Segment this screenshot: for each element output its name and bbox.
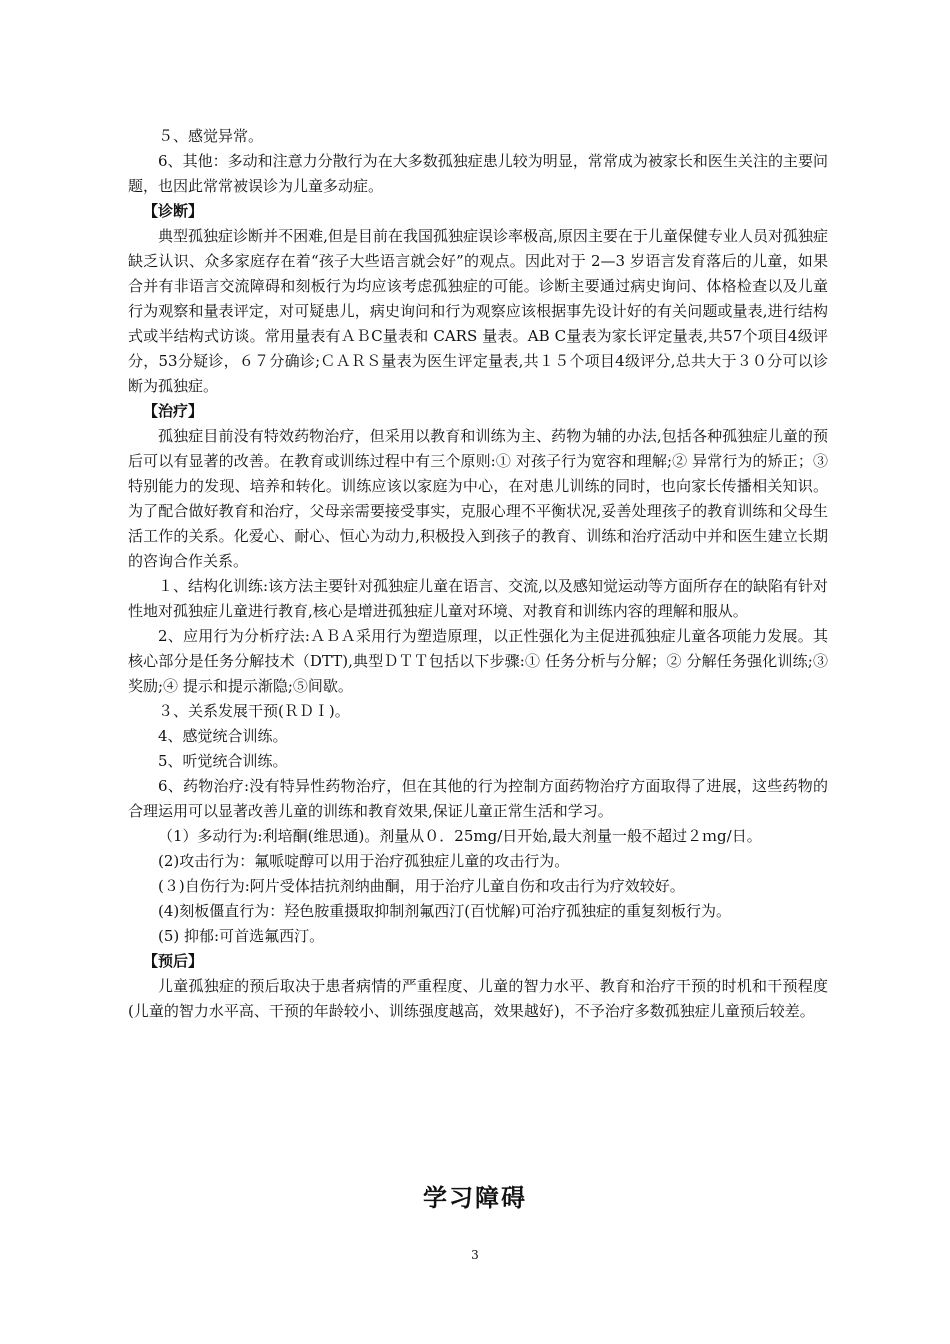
list-item: (4)刻板僵直行为：羟色胺重摄取抑制剂氟西汀(百忧解)可治疗孤独症的重复刻板行为。 — [158, 902, 731, 920]
list-item: ５、感觉异常。 — [158, 127, 264, 145]
paragraph: 典型孤独症诊断并不困难,但是目前在我国孤独症误诊率极高,原因主要在于儿童保健专业人员对孤独症缺乏认识、众多家庭存在着“孩子大些语言就会好”的观点。因此对于 2—3 岁语言发育落后的儿童，如果合并有非语言交流障碍和刻板行为均应该考虑孤独症的可能。诊断主要通过病史询问、体格检查以及儿童行为观察和量表评定，对可疑患儿，病史询问和行为观察应该根据事先设计好的有关问题或量表,进行结构式或半结构式访谈。常用量表有ＡＢC量表和 CARS 量表。AB C量表为家长评定量表,共57个项目4级评分，53分疑诊，６７分确诊;ＣＡＲＳ量表为医生评定量表,共１５个项目4级评分,总共大于３０分可以诊断为孤独症。 — [128, 227, 828, 395]
section-heading: 【诊断】 — [143, 202, 204, 220]
list-item: 5、听觉统合训练。 — [158, 752, 288, 770]
paragraph: 儿童孤独症的预后取决于患者病情的严重程度、儿童的智力水平、教育和治疗干预的时机和干预程度(儿童的智力水平高、干预的年龄较小、训练强度越高，效果越好)，不予治疗多数孤独症儿童预后较差。 — [128, 977, 828, 1020]
list-item: （1）多动行为:利培酮(维思通)。剂量从０．25mg/日开始,最大剂量一般不超过２ｍg/日。 — [158, 827, 762, 845]
paragraph: 2、应用行为分析疗法:ＡＢＡ采用行为塑造原理，以正性强化为主促进孤独症儿童各项能力发展。其核心部分是任务分解技术（DTT),典型ＤＴＴ包括以下步骤:① 任务分析与分解；② 分解任务强化训练;③ 奖励;④ 提示和提示渐隐;⑤间歇。 — [128, 627, 828, 695]
section-title: 学习障碍 — [423, 1183, 527, 1212]
paragraph: 孤独症目前没有特效药物治疗，但采用以教育和训练为主、药物为辅的办法,包括各种孤独症儿童的预后可以有显著的改善。在教育或训练过程中有三个原则:① 对孩子行为宽容和理解;② 异常行为的矫正；③特别能力的发现、培养和转化。训练应该以家庭为中心，在对患儿训练的同时，也向家长传播相关知识。为了配合做好教育和治疗，父母亲需要接受事实，克服心理不平衡状况,妥善处理孩子的教育训练和父母生活工作的关系。化爱心、耐心、恒心为动力,积极投入到孩子的教育、训练和治疗活动中并和医生建立长期的咨询合作关系。 — [128, 427, 828, 570]
section-heading: 【治疗】 — [143, 402, 204, 420]
list-item: (３)自伤行为:阿片受体拮抗剂纳曲酮，用于治疗儿童自伤和攻击行为疗效较好。 — [158, 877, 685, 895]
page-number: 3 — [471, 1248, 479, 1262]
paragraph: １、结构化训练:该方法主要针对孤独症儿童在语言、交流,以及感知觉运动等方面所存在的缺陷有针对性地对孤独症儿童进行教育,核心是增进孤独症儿童对环境、对教育和训练内容的理解和服从。 — [128, 577, 828, 620]
paragraph: 6、药物治疗:没有特异性药物治疗，但在其他的行为控制方面药物治疗方面取得了进展，这些药物的合理运用可以显著改善儿童的训练和教育效果,保证儿童正常生活和学习。 — [128, 777, 828, 820]
list-item: (5) 抑郁:可首选氟西汀。 — [158, 927, 325, 945]
paragraph: 6、其他：多动和注意力分散行为在大多数孤独症患儿较为明显，常常成为被家长和医生关注的主要问题，也因此常常被误诊为儿童多动症。 — [128, 152, 828, 195]
list-item: (2)攻击行为：氟哌啶醇可以用于治疗孤独症儿童的攻击行为。 — [158, 852, 570, 870]
list-item: 4、感觉统合训练。 — [158, 727, 288, 745]
body-text — [128, 124, 828, 1024]
list-item: ３、关系发展干预(ＲＤＩ)。 — [158, 702, 350, 720]
section-heading: 【预后】 — [143, 952, 204, 970]
